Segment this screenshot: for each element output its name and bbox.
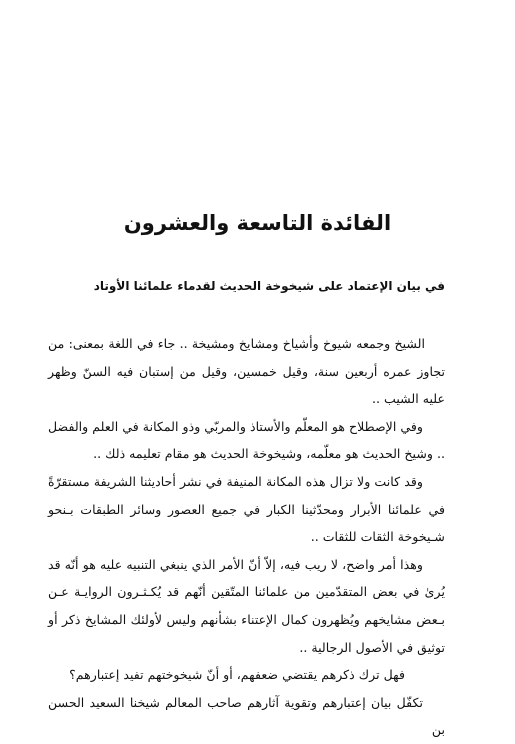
paragraph-5: فهل ترك ذكرهم يقتضي ضعفهم، أو أنّ شيخوختهم تفيد إعتبارهم؟ [69,667,405,683]
paragraph-6: تكفّل بيان إعتبارهم وتقوية آثارهم صاحب المعالم شيخنا السعيد الحسن بن [48,694,445,738]
paragraph-4: وهذا أمر واضح، لا ريب فيه، إلاّ أنّ الأمر الذي ينبغي التنبيه عليه هو أنّه قد يُرىٰ في بعض المتقدّمين من علمائنا المتّقين أنّهم قد يُكـثـرون الروايـة عـن بـعض مشايخهم ويُظهرون كمال الإعتناء بشأنهم وليس لأولئك المشايخ ذكر أو توثيق في الأصول الرجالية .. [48,556,445,655]
chapter-subtitle: في بيان الإعتماد على شيخوخة الحديث لقدماء علمائنا الأوتاد [93,279,445,293]
body-text [48,330,445,744]
paragraph-3: وقد كانت ولا تزال هذه المكانة المنيفة في نشر أحاديثنا الشريفة مستقرّةً في علمائنا الأبرار ومحدّثينا الكبار في جميع العصور وسائر الطبقات بـنحو شـيخوخة الثقات للثقات .. [48,473,445,545]
paragraph-2: وفي الإصطلاح هو المعلّم والأستاذ والمربّي وذو المكانة في العلم والفضل .. وشيخ الحديث هو معلّمه، وشيخوخة الحديث هو مقام تعليمه ذلك .. [48,418,445,462]
paragraph-1: الشيخ وجمعه شيوخ وأشياخ ومشايخ ومشيخة .. جاء في اللغة بمعنى: من تجاوز عمره أربعين سنة، وقيل خمسين، وقيل من إستبان فيه السنّ وظهر عليه الشيب .. [48,336,445,407]
chapter-title: الفائدة التاسعة والعشرون [123,211,392,235]
